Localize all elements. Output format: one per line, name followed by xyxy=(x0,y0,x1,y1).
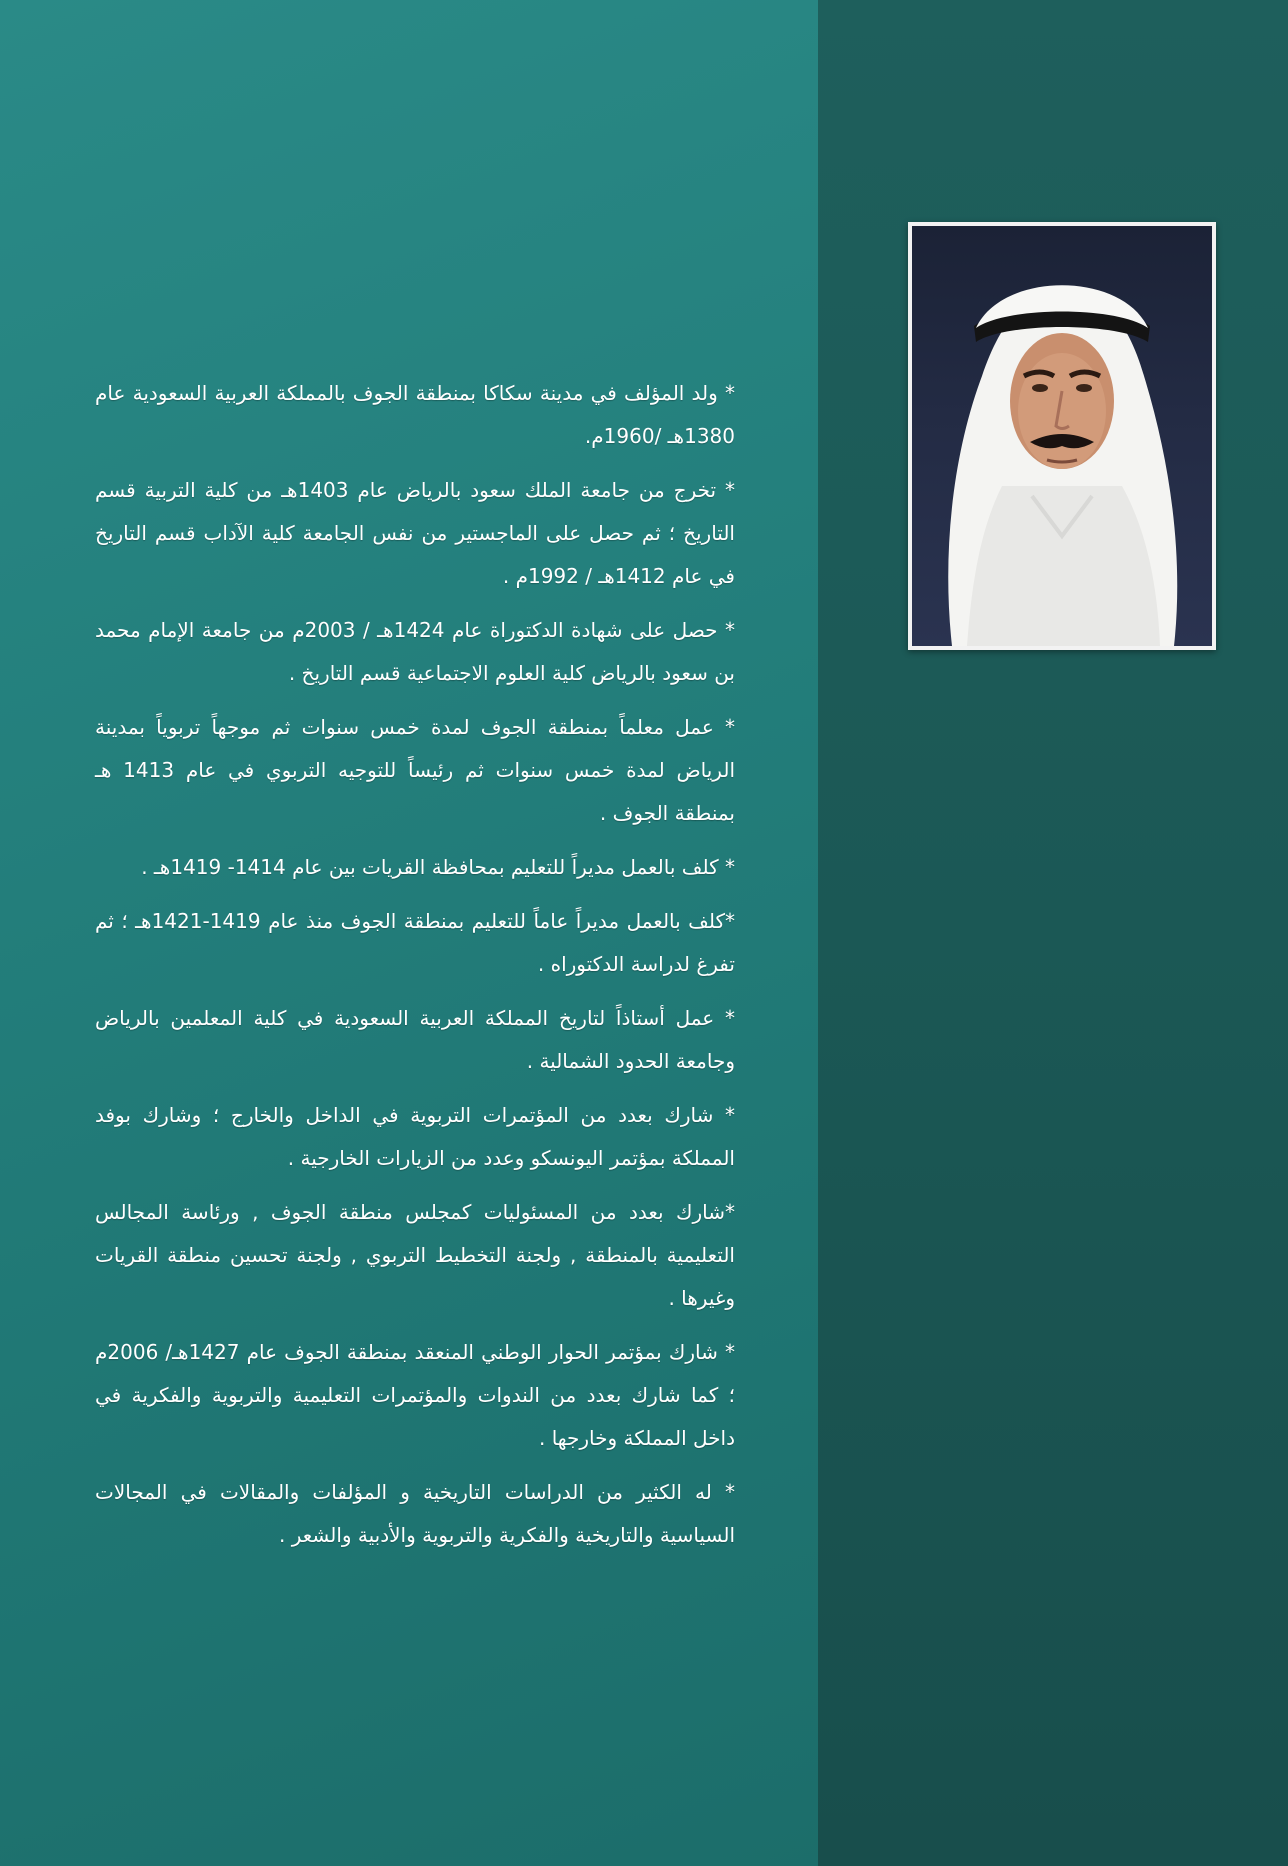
bio-item-graduation: * تخرج من جامعة الملك سعود بالرياض عام 1403هـ من كلية التربية قسم التاريخ ؛ ثم حصل على الماجستير من نفس الجامعة كلية الآداب قسم التاريخ في عام 1412هـ / 1992م . xyxy=(95,478,735,588)
author-photo-frame xyxy=(908,222,1216,650)
bio-item-councils: *شارك بعدد من المسئوليات كمجلس منطقة الجوف , ورئاسة المجالس التعليمية بالمنطقة , ولجنة التخطيط التربوي , ولجنة تحسين منطقة القريات وغيرها . xyxy=(95,1200,735,1310)
author-biography xyxy=(95,372,735,1568)
bio-item-birth: * ولد المؤلف في مدينة سكاكا بمنطقة الجوف بالمملكة العربية السعودية عام 1380هـ /1960م. xyxy=(95,381,735,448)
bio-item-professor: * عمل أستاذاً لتاريخ المملكة العربية السعودية في كلية المعلمين بالرياض وجامعة الحدود الشمالية . xyxy=(95,1006,735,1073)
bio-item-doctorate: * حصل على شهادة الدكتوراة عام 1424هـ / 2003م من جامعة الإمام محمد بن سعود بالرياض كلية العلوم الاجتماعية قسم التاريخ . xyxy=(95,618,735,685)
bio-item-conferences: * شارك بعدد من المؤتمرات التربوية في الداخل والخارج ؛ وشارك بوفد المملكة بمؤتمر اليونسكو وعدد من الزيارات الخارجية . xyxy=(95,1103,735,1170)
bio-item-publications: * له الكثير من الدراسات التاريخية و المؤلفات والمقالات في المجالات السياسية والتاريخية والفكرية والتربوية والأدبية والشعر . xyxy=(95,1480,735,1547)
author-portrait-icon xyxy=(912,226,1212,646)
bio-item-general-director: *كلف بالعمل مديراً عاماً للتعليم بمنطقة الجوف منذ عام 1419-1421هـ ؛ ثم تفرغ لدراسة الدكتوراه . xyxy=(95,909,736,976)
bio-item-national-dialogue: * شارك بمؤتمر الحوار الوطني المنعقد بمنطقة الجوف عام 1427هـ/ 2006م ؛ كما شارك بعدد من الندوات والمؤتمرات التعليمية والتربوية والفكرية في داخل المملكة وخارجها . xyxy=(95,1340,735,1450)
bio-item-qurayyat-director: * كلف بالعمل مديراً للتعليم بمحافظة القريات بين عام 1414- 1419هـ . xyxy=(141,855,735,879)
bio-item-teacher: * عمل معلماً بمنطقة الجوف لمدة خمس سنوات ثم موجهاً تربوياً بمدينة الرياض لمدة خمس سنوات ثم رئيساً للتوجيه التربوي في عام 1413 هـ بمنطقة الجوف . xyxy=(95,715,735,825)
